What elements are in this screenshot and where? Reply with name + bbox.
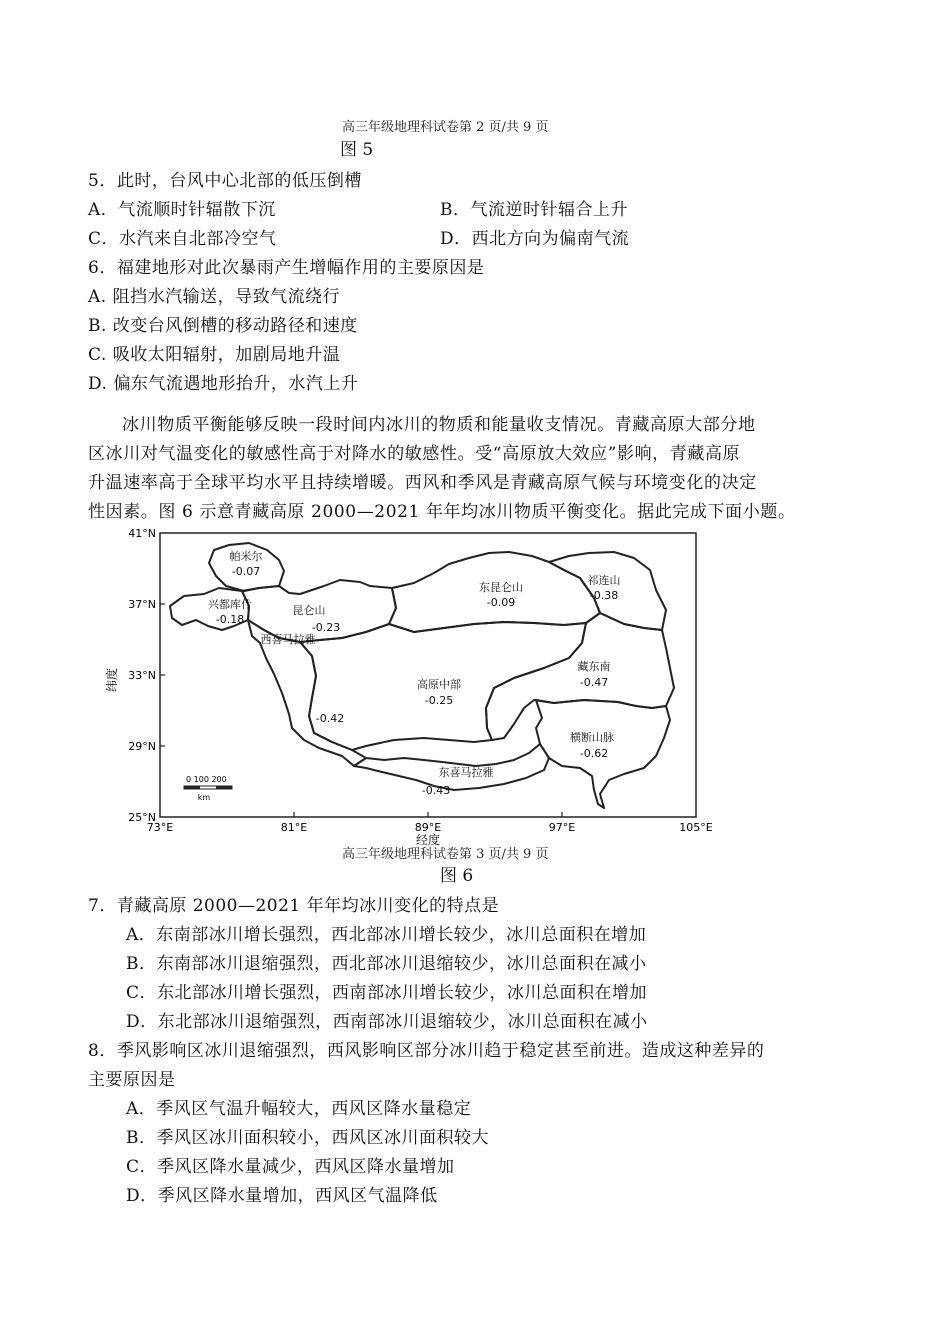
- question-7-option-b: B．东南部冰川退缩强烈，西北部冰川退缩较少，冰川总面积在减小: [126, 954, 647, 974]
- passage-line: 性因素。图 6 示意青藏高原 2000—2021 年年均冰川物质平衡变化。据此完成下面小题。: [88, 502, 796, 522]
- region-value: -0.42: [315, 712, 345, 725]
- scale-bar-numbers: 0 100 200: [186, 775, 227, 784]
- lat-tick-label: 25°N: [128, 811, 156, 824]
- lat-tick-label: 29°N: [128, 740, 156, 753]
- question-5-option-d: D．西北方向为偏南气流: [440, 229, 630, 249]
- scale-bar: [184, 775, 232, 802]
- region-value: -0.62: [579, 747, 609, 760]
- lat-tick-label: 33°N: [128, 669, 156, 682]
- passage-line: 冰川物质平衡能够反映一段时间内冰川的物质和能量收支情况。青藏高原大部分地: [122, 415, 756, 435]
- question-7-stem: 7．青藏高原 2000—2021 年年均冰川变化的特点是: [88, 896, 500, 916]
- question-7-option-c: C．东北部冰川增长强烈，西南部冰川增长较少，冰川总面积在增加: [126, 983, 648, 1003]
- question-8-option-b: B．季风区冰川面积较小，西风区冰川面积较大: [126, 1128, 489, 1148]
- page-footer: 高三年级地理科试卷第 2 页/共 9 页: [342, 120, 549, 135]
- region-name: 昆仑山: [292, 604, 326, 617]
- region-value: -0.23: [311, 621, 341, 634]
- region-value: -0.47: [579, 676, 609, 689]
- region-value: -0.43: [421, 784, 451, 797]
- question-6-option-b: B. 改变台风倒槽的移动路径和速度: [88, 316, 358, 336]
- question-7-option-d: D．东北部冰川退缩强烈，西南部冰川退缩较少，冰川总面积在减小: [126, 1012, 648, 1032]
- x-axis-title: 经度: [415, 833, 441, 846]
- region-name: 西喜马拉雅: [260, 633, 316, 646]
- question-7-option-a: A．东南部冰川增长强烈，西北部冰川增长较少，冰川总面积在增加: [126, 925, 647, 945]
- lon-tick-label: 89°E: [414, 821, 442, 834]
- region-value: -0.25: [424, 694, 454, 707]
- figure-6-caption: 图 6: [440, 866, 474, 886]
- lon-tick-label: 73°E: [146, 821, 174, 834]
- region-value: -0.09: [486, 596, 516, 609]
- question-8-option-c: C．季风区降水量减少，西风区降水量增加: [126, 1157, 455, 1177]
- question-5-stem: 5．此时，台风中心北部的低压倒槽: [88, 171, 362, 191]
- page-footer: 高三年级地理科试卷第 3 页/共 9 页: [342, 847, 549, 862]
- region-name: 高原中部: [417, 678, 461, 691]
- region-name: 横断山脉: [570, 731, 614, 744]
- question-8-option-a: A．季风区气温升幅较大，西风区降水量稳定: [126, 1099, 472, 1119]
- scale-bar-unit: km: [197, 793, 211, 802]
- region-value: -0.18: [215, 613, 245, 626]
- region-name: 藏东南: [577, 660, 611, 673]
- figure-6-map: [104, 528, 744, 846]
- question-6-option-a: A. 阻挡水汽输送，导致气流绕行: [88, 287, 341, 307]
- figure-5-caption: 图 5: [340, 140, 374, 160]
- question-6-stem: 6．福建地形对此次暴雨产生增幅作用的主要原因是: [88, 258, 485, 278]
- region-name: 帕米尔: [229, 550, 263, 563]
- question-6-option-c: C. 吸收太阳辐射，加剧局地升温: [88, 345, 341, 365]
- region-name: 兴都库什: [208, 598, 252, 611]
- question-5-option-a: A．气流顺时针辐散下沉: [88, 200, 276, 220]
- question-5-option-c: C．水汽来自北部冷空气: [88, 229, 277, 249]
- lat-tick-label: 37°N: [128, 598, 156, 611]
- question-8-stem: 8．季风影响区冰川退缩强烈，西风影响区部分冰川趋于稳定甚至前进。造成这种差异的: [88, 1041, 765, 1061]
- region-name: 东昆仑山: [479, 581, 523, 594]
- lon-tick-label: 97°E: [548, 821, 576, 834]
- question-8-stem-cont: 主要原因是: [88, 1070, 176, 1090]
- passage-line: 升温速率高于全球平均水平且持续增暖。西风和季风是青藏高原气候与环境变化的决定: [88, 473, 757, 493]
- y-axis-title: 纬度: [105, 667, 119, 693]
- region-value: -0.07: [231, 565, 261, 578]
- lon-tick-label: 105°E: [679, 821, 713, 834]
- region-value: -0.38: [589, 589, 619, 602]
- region-name: 东喜马拉雅: [438, 766, 494, 779]
- region-name: 祁连山: [587, 574, 621, 587]
- passage-line: 区冰川对气温变化的敏感性高于对降水的敏感性。受“高原放大效应”影响，青藏高原: [88, 444, 741, 464]
- question-8-option-d: D．季风区降水量增加，西风区气温降低: [126, 1186, 438, 1206]
- tibet-glacier-map: [104, 528, 744, 846]
- lat-tick-label: 41°N: [128, 528, 156, 540]
- question-6-option-d: D. 偏东气流遇地形抬升，水汽上升: [88, 374, 359, 394]
- lon-tick-label: 81°E: [280, 821, 308, 834]
- question-5-option-b: B．气流逆时针辐合上升: [440, 200, 628, 220]
